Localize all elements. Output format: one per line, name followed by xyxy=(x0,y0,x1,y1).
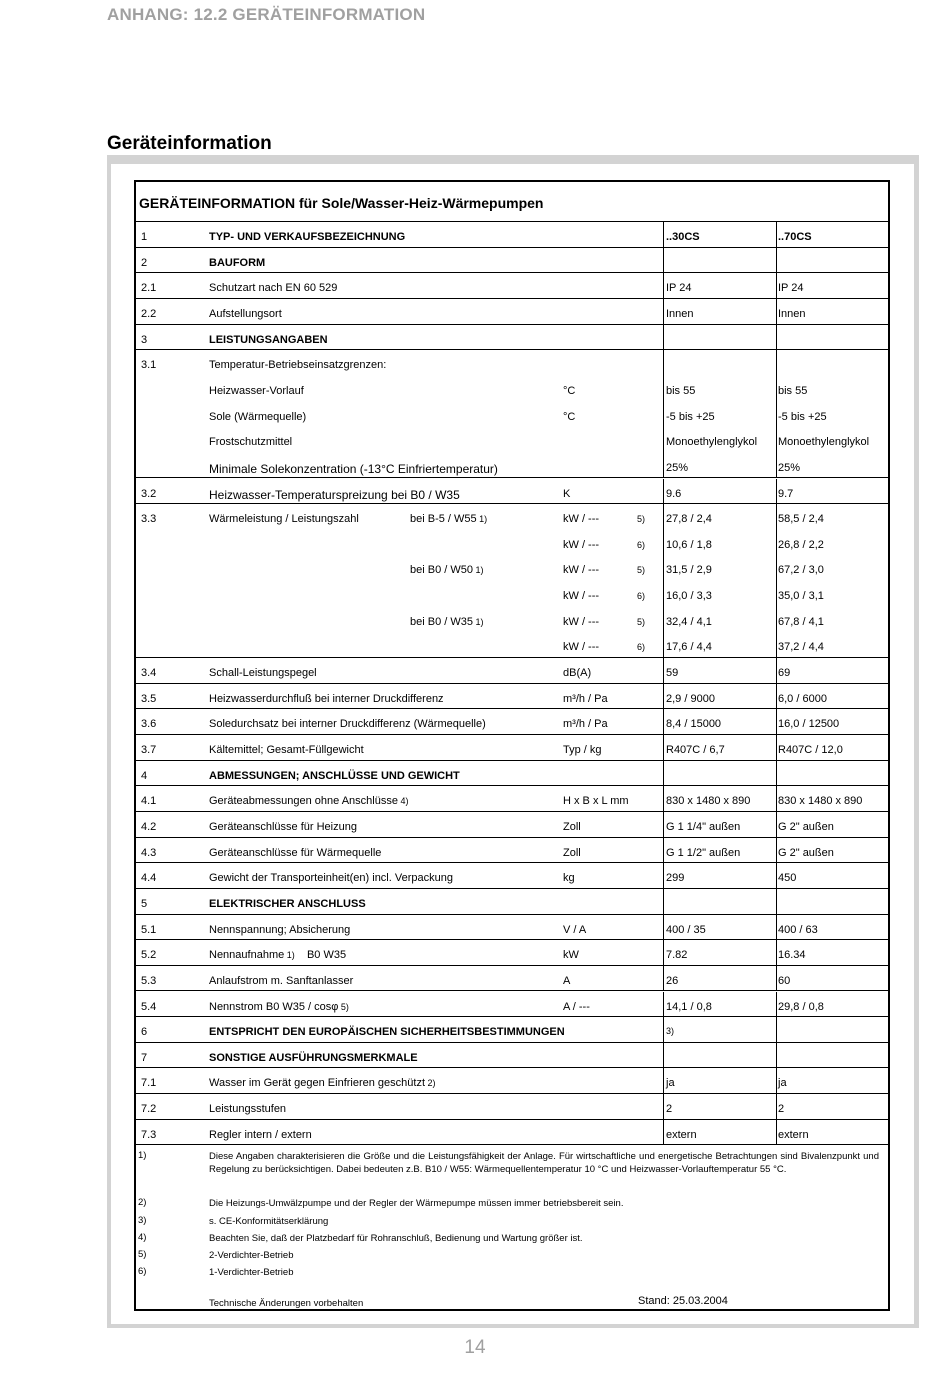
table-row xyxy=(136,658,888,684)
row-label: Sole (Wärmequelle) xyxy=(209,410,307,423)
footnote-text: Die Heizungs-Umwälzpumpe und der Regler der Wärmepumpe müssen immer betriebsbereit sein. xyxy=(209,1198,624,1209)
column-divider xyxy=(663,325,664,350)
column-divider xyxy=(776,658,777,683)
row-label: Schutzart nach EN 60 529 xyxy=(209,282,338,295)
table-row xyxy=(136,299,888,325)
column-divider xyxy=(663,761,664,786)
table-row xyxy=(136,1043,888,1069)
value-70cs: IP 24 xyxy=(778,282,804,295)
row-number: 3.3 xyxy=(141,513,157,526)
footnote-number: 1) xyxy=(138,1150,147,1161)
column-divider xyxy=(776,709,777,734)
column-divider xyxy=(776,325,777,350)
table-row xyxy=(136,966,888,992)
footnote-ref: 4) xyxy=(397,796,409,807)
value-70cs: 69 xyxy=(778,667,791,680)
column-divider xyxy=(776,504,777,530)
column-divider xyxy=(776,427,777,453)
row-label: BAUFORM xyxy=(209,256,266,269)
column-divider xyxy=(776,248,777,273)
value-70cs: 37,2 / 4,4 xyxy=(778,641,824,654)
value-30cs: 299 xyxy=(666,872,685,885)
value-70cs: Innen xyxy=(778,307,806,320)
row-number: 2.2 xyxy=(141,307,157,320)
value-70cs: G 2" außen xyxy=(778,846,834,859)
footnote-text: 2-Verdichter-Betrieb xyxy=(209,1250,294,1261)
table-row xyxy=(136,889,888,915)
row-label: Regler intern / extern xyxy=(209,1128,312,1141)
footnote-ref: 6) xyxy=(637,591,646,602)
column-divider xyxy=(776,376,777,402)
value-30cs: -5 bis +25 xyxy=(666,410,715,423)
column-divider xyxy=(663,786,664,811)
table-row xyxy=(136,453,888,479)
column-divider xyxy=(776,684,777,709)
value-30cs: extern xyxy=(666,1128,697,1141)
value-30cs: 14,1 / 0,8 xyxy=(666,1000,712,1013)
section-header: ANHANG: 12.2 GERÄTEINFORMATION xyxy=(107,5,426,24)
column-divider xyxy=(663,889,664,914)
value-70cs: 400 / 63 xyxy=(778,923,818,936)
page-title: Geräteinformation xyxy=(107,133,272,154)
column-divider xyxy=(776,222,777,247)
value-70cs: ..70CS xyxy=(778,231,812,243)
value-30cs: 16,0 / 3,3 xyxy=(666,590,712,603)
value-30cs: G 1 1/4" außen xyxy=(666,820,741,833)
table-row xyxy=(136,1120,888,1146)
value-70cs: 16,0 / 12500 xyxy=(778,718,840,731)
row-label: Soledurchsatz bei interner Druckdifferenz (Wärmequelle) xyxy=(209,718,486,731)
table-row xyxy=(136,402,888,428)
column-divider xyxy=(776,761,777,786)
row-condition: bei B0 / W35 1) xyxy=(410,615,484,628)
column-divider xyxy=(663,992,664,1017)
row-label: Gewicht der Transporteinheit(en) incl. Verpackung xyxy=(209,872,453,885)
row-unit: kW / --- xyxy=(563,641,600,654)
column-divider xyxy=(776,1120,777,1145)
footnote-ref: 1) xyxy=(284,950,295,961)
table-row xyxy=(136,940,888,966)
value-30cs: 9.6 xyxy=(666,487,682,500)
row-label: LEISTUNGSANGABEN xyxy=(209,333,328,346)
table-row xyxy=(136,735,888,761)
table-row xyxy=(136,350,888,376)
column-divider xyxy=(776,402,777,428)
row-unit: m³/h / Pa xyxy=(563,718,608,731)
row-label: ELEKTRISCHER ANSCHLUSS xyxy=(209,897,366,910)
row-label: TYP- UND VERKAUFSBEZEICHNUNG xyxy=(209,231,406,243)
row-number: 5 xyxy=(141,897,148,910)
value-70cs: 58,5 / 2,4 xyxy=(778,513,824,526)
column-divider xyxy=(663,709,664,734)
footnote-ref: 5) xyxy=(637,616,646,627)
value-30cs: bis 55 xyxy=(666,384,696,397)
row-label: Geräteanschlüsse für Heizung xyxy=(209,820,357,833)
value-30cs: 7.82 xyxy=(666,949,688,962)
value-70cs: 6,0 / 6000 xyxy=(778,692,827,705)
row-label: ABMESSUNGEN; ANSCHLÜSSE UND GEWICHT xyxy=(209,769,460,782)
row-number: 7.1 xyxy=(141,1077,157,1090)
row-number: 4.3 xyxy=(141,846,157,859)
value-70cs: 60 xyxy=(778,974,791,987)
column-divider xyxy=(776,555,777,581)
row-number: 3.5 xyxy=(141,692,157,705)
row-number: 3.1 xyxy=(141,359,157,372)
row-number: 3.2 xyxy=(141,487,157,500)
footnote-text: s. CE-Konformitätserklärung xyxy=(209,1216,329,1227)
column-divider xyxy=(776,530,777,556)
column-divider xyxy=(663,222,664,247)
value-30cs: Monoethylenglykol xyxy=(666,436,758,449)
table-row xyxy=(136,838,888,864)
table-row xyxy=(136,684,888,710)
row-number: 4.1 xyxy=(141,795,157,808)
value-30cs: 2,9 / 9000 xyxy=(666,692,715,705)
value-30cs: 830 x 1480 x 890 xyxy=(666,795,751,808)
column-divider xyxy=(776,581,777,607)
footnote-text: 1-Verdichter-Betrieb xyxy=(209,1267,294,1278)
row-label: SONSTIGE AUSFÜHRUNGSMERKMALE xyxy=(209,1051,418,1064)
column-divider xyxy=(663,940,664,965)
table-row xyxy=(136,607,888,633)
value-30cs: 10,6 / 1,8 xyxy=(666,538,712,551)
row-unit: °C xyxy=(563,384,576,397)
row-label: Nennaufnahme 1) B0 W35 xyxy=(209,949,347,962)
value-30cs: R407C / 6,7 xyxy=(666,744,725,756)
table-row xyxy=(136,1068,888,1094)
row-number: 4.4 xyxy=(141,872,157,885)
column-divider xyxy=(663,479,664,504)
table-row xyxy=(136,1017,888,1043)
column-divider xyxy=(663,863,664,888)
footnote-ref: 5) xyxy=(637,514,646,525)
column-divider xyxy=(663,273,664,298)
column-divider xyxy=(663,966,664,991)
footnote-ref: 1) xyxy=(476,514,488,525)
row-unit: kW xyxy=(563,949,579,962)
value-70cs: 35,0 / 3,1 xyxy=(778,590,824,603)
row-number: 3 xyxy=(141,333,148,346)
table-row xyxy=(136,812,888,838)
row-unit: A xyxy=(563,974,571,987)
column-divider xyxy=(663,299,664,324)
column-divider xyxy=(663,504,664,530)
column-divider xyxy=(776,607,777,633)
footnote-ref: 6) xyxy=(637,642,646,653)
value-70cs: R407C / 12,0 xyxy=(778,744,843,756)
column-divider xyxy=(663,530,664,556)
row-condition: bei B0 / W50 1) xyxy=(410,564,484,577)
row-number: 3.6 xyxy=(141,718,157,731)
value-30cs: G 1 1/2" außen xyxy=(666,846,741,859)
table-row xyxy=(136,222,888,248)
row-label: Aufstellungsort xyxy=(209,307,282,320)
value-30cs: 31,5 / 2,9 xyxy=(666,564,712,577)
row-label: Wasser im Gerät gegen Einfrieren geschützt 2) xyxy=(209,1077,436,1090)
table-row xyxy=(136,992,888,1018)
column-divider xyxy=(776,812,777,837)
column-divider xyxy=(663,838,664,863)
row-number: 7.2 xyxy=(141,1103,157,1116)
row-unit: V / A xyxy=(563,923,587,936)
value-70cs: 29,8 / 0,8 xyxy=(778,1000,824,1013)
row-label-extra: B0 W35 xyxy=(294,949,347,962)
row-label: Nennspannung; Absicherung xyxy=(209,923,351,936)
value-70cs: 26,8 / 2,2 xyxy=(778,538,824,551)
column-divider xyxy=(663,248,664,273)
value-30cs: 32,4 / 4,1 xyxy=(666,615,712,628)
column-divider xyxy=(663,1017,664,1042)
table-row xyxy=(136,248,888,274)
row-unit: K xyxy=(563,487,571,500)
column-divider xyxy=(663,658,664,683)
column-divider xyxy=(776,940,777,965)
row-number: 4 xyxy=(141,769,148,782)
footnote-ref: 2) xyxy=(425,1078,436,1089)
table-row xyxy=(136,581,888,607)
row-label: Heizwasserdurchfluß bei interner Druckdifferenz xyxy=(209,692,444,705)
column-divider xyxy=(776,479,777,504)
value-30cs: 27,8 / 2,4 xyxy=(666,513,712,526)
column-divider xyxy=(776,838,777,863)
column-divider xyxy=(776,273,777,298)
row-number: 2.1 xyxy=(141,282,157,295)
row-number: 3.7 xyxy=(141,744,157,756)
table-row xyxy=(136,1094,888,1120)
column-divider xyxy=(663,1094,664,1119)
table-row xyxy=(136,530,888,556)
row-number: 2 xyxy=(141,256,148,269)
row-unit: kW / --- xyxy=(563,538,600,551)
value-30cs: 8,4 / 15000 xyxy=(666,718,722,731)
column-divider xyxy=(663,632,664,657)
footnote-number: 6) xyxy=(138,1266,147,1277)
value-70cs: 25% xyxy=(778,461,801,474)
row-unit: m³/h / Pa xyxy=(563,692,608,705)
footnote-number: 3) xyxy=(138,1215,147,1226)
row-label: Wärmeleistung / Leistungszahl xyxy=(209,513,359,526)
row-unit: kW / --- xyxy=(563,513,600,526)
row-label: Frostschutzmittel xyxy=(209,436,293,449)
row-label: Geräteabmessungen ohne Anschlüsse 4) xyxy=(209,795,409,808)
value-70cs: Monoethylenglykol xyxy=(778,436,870,449)
footnote-text: Beachten Sie, daß der Platzbedarf für Rohranschluß, Bedienung und Wartung größer ist. xyxy=(209,1233,583,1244)
row-number: 3.4 xyxy=(141,667,157,680)
row-label: Heizwasser-Vorlauf xyxy=(209,384,304,397)
footnote-ref: 5) xyxy=(637,565,646,576)
value-30cs: 2 xyxy=(666,1103,673,1116)
footnote-number: 2) xyxy=(138,1197,147,1208)
row-number: 5.4 xyxy=(141,1000,157,1013)
page-number: 14 xyxy=(464,1337,486,1358)
column-divider xyxy=(663,402,664,428)
table-row xyxy=(136,479,888,505)
footer-date: Stand: 25.03.2004 xyxy=(638,1295,728,1307)
value-30cs: IP 24 xyxy=(666,282,692,295)
column-divider xyxy=(776,1017,777,1042)
footnote-ref: 1) xyxy=(472,616,484,627)
row-unit: kW / --- xyxy=(563,615,600,628)
table-row xyxy=(136,504,888,530)
value-70cs: 67,2 / 3,0 xyxy=(778,564,824,577)
row-label: Heizwasser-Temperaturspreizung bei B0 / W35 xyxy=(209,487,460,502)
column-divider xyxy=(776,299,777,324)
value-70cs: 830 x 1480 x 890 xyxy=(778,795,863,808)
column-divider xyxy=(776,966,777,991)
column-divider xyxy=(663,453,664,478)
table-row xyxy=(136,376,888,402)
row-unit: Zoll xyxy=(563,820,581,833)
footnote-number: 4) xyxy=(138,1232,147,1243)
table-row xyxy=(136,915,888,941)
column-divider xyxy=(663,735,664,760)
column-divider xyxy=(663,1120,664,1145)
row-number: 4.2 xyxy=(141,820,157,833)
column-divider xyxy=(776,863,777,888)
value-70cs: 16.34 xyxy=(778,949,806,962)
value-30cs: Innen xyxy=(666,307,694,320)
row-label: Temperatur-Betriebseinsatzgrenzen: xyxy=(209,359,387,372)
value-30cs: 26 xyxy=(666,974,679,987)
column-divider xyxy=(663,1043,664,1068)
column-divider xyxy=(776,1043,777,1068)
table-row xyxy=(136,863,888,889)
column-divider xyxy=(663,555,664,581)
table-row xyxy=(136,786,888,812)
row-number: 5.2 xyxy=(141,949,157,962)
row-unit: Zoll xyxy=(563,846,581,859)
row-label: ENTSPRICHT DEN EUROPÄISCHEN SICHERHEITSBESTIMMUNGEN xyxy=(209,1026,565,1039)
footnote-ref: 3) xyxy=(666,1026,675,1037)
column-divider xyxy=(776,735,777,760)
footnote-text: Diese Angaben charakterisieren die Größe und die Leistungsfähigkeit der Anlage. Für wirtschaftliche und energetische Betrachtungen sind Bivalenzpunkt und Regelung zu berücksichtigen. Dabei bedeuten z.B. B10 / W55: Wärmequellentemperatur 10 °C und Heizwasser-Vorlauftemperatur 55 °C. xyxy=(209,1151,879,1175)
column-divider xyxy=(776,1094,777,1119)
column-divider xyxy=(663,684,664,709)
column-divider xyxy=(663,376,664,402)
table-row xyxy=(136,273,888,299)
column-divider xyxy=(663,915,664,940)
row-unit: kg xyxy=(563,872,575,885)
column-divider xyxy=(776,350,777,376)
row-label: Leistungsstufen xyxy=(209,1103,287,1116)
footer-disclaimer: Technische Änderungen vorbehalten xyxy=(209,1298,364,1309)
column-divider xyxy=(776,453,777,478)
column-divider xyxy=(663,350,664,376)
column-divider xyxy=(663,427,664,453)
footnote-ref: 6) xyxy=(637,539,646,550)
value-70cs: -5 bis +25 xyxy=(778,410,827,423)
row-unit: °C xyxy=(563,410,576,423)
table-row xyxy=(136,325,888,351)
value-70cs: bis 55 xyxy=(778,384,808,397)
row-number: 5.3 xyxy=(141,974,157,987)
row-label: Kältemittel; Gesamt-Füllgewicht xyxy=(209,744,364,756)
column-divider xyxy=(776,786,777,811)
table-row xyxy=(136,709,888,735)
row-number: 5.1 xyxy=(141,923,157,936)
table-title: GERÄTEINFORMATION für Sole/Wasser-Heiz-Wärmepumpen xyxy=(136,182,888,222)
value-70cs: 2 xyxy=(778,1103,785,1116)
footnote-number: 5) xyxy=(138,1249,147,1260)
column-divider xyxy=(663,1068,664,1093)
table-row xyxy=(136,427,888,453)
row-number: 7 xyxy=(141,1051,148,1064)
row-number: 6 xyxy=(141,1026,148,1039)
value-70cs: 9.7 xyxy=(778,487,794,500)
row-label: Nennstrom B0 W35 / cosφ 5) xyxy=(209,1000,349,1013)
value-30cs: 25% xyxy=(666,461,689,474)
value-70cs: ja xyxy=(778,1077,787,1090)
row-unit: kW / --- xyxy=(563,590,600,603)
row-unit: A / --- xyxy=(563,1000,590,1013)
row-label: Schall-Leistungspegel xyxy=(209,667,317,680)
row-unit: Typ / kg xyxy=(563,744,602,756)
row-number: 1 xyxy=(141,231,148,243)
value-70cs: 67,8 / 4,1 xyxy=(778,615,824,628)
row-unit: dB(A) xyxy=(563,667,592,680)
value-70cs: 450 xyxy=(778,872,797,885)
value-70cs: extern xyxy=(778,1128,809,1141)
footnote-ref: 5) xyxy=(338,1001,349,1012)
row-label: Geräteanschlüsse für Wärmequelle xyxy=(209,846,382,859)
column-divider xyxy=(776,1068,777,1093)
row-label: Minimale Solekonzentration (-13°C Einfriertemperatur) xyxy=(209,461,498,476)
value-30cs: ..30CS xyxy=(666,231,700,243)
table-row xyxy=(136,761,888,787)
column-divider xyxy=(663,607,664,633)
column-divider xyxy=(776,632,777,657)
row-label: Anlaufstrom m. Sanftanlasser xyxy=(209,974,354,987)
value-30cs: 59 xyxy=(666,667,679,680)
column-divider xyxy=(663,581,664,607)
column-divider xyxy=(663,812,664,837)
row-unit: H x B x L mm xyxy=(563,795,629,808)
table-row xyxy=(136,555,888,581)
column-divider xyxy=(776,992,777,1017)
column-divider xyxy=(776,889,777,914)
value-70cs: G 2" außen xyxy=(778,820,834,833)
value-30cs: ja xyxy=(666,1077,675,1090)
row-unit: kW / --- xyxy=(563,564,600,577)
value-30cs: 400 / 35 xyxy=(666,923,706,936)
row-number: 7.3 xyxy=(141,1128,157,1141)
table-row xyxy=(136,632,888,658)
column-divider xyxy=(776,915,777,940)
spec-table xyxy=(134,180,890,1311)
row-condition: bei B-5 / W55 1) xyxy=(410,513,488,526)
footnote-ref: 1) xyxy=(472,565,484,576)
value-30cs: 17,6 / 4,4 xyxy=(666,641,712,654)
